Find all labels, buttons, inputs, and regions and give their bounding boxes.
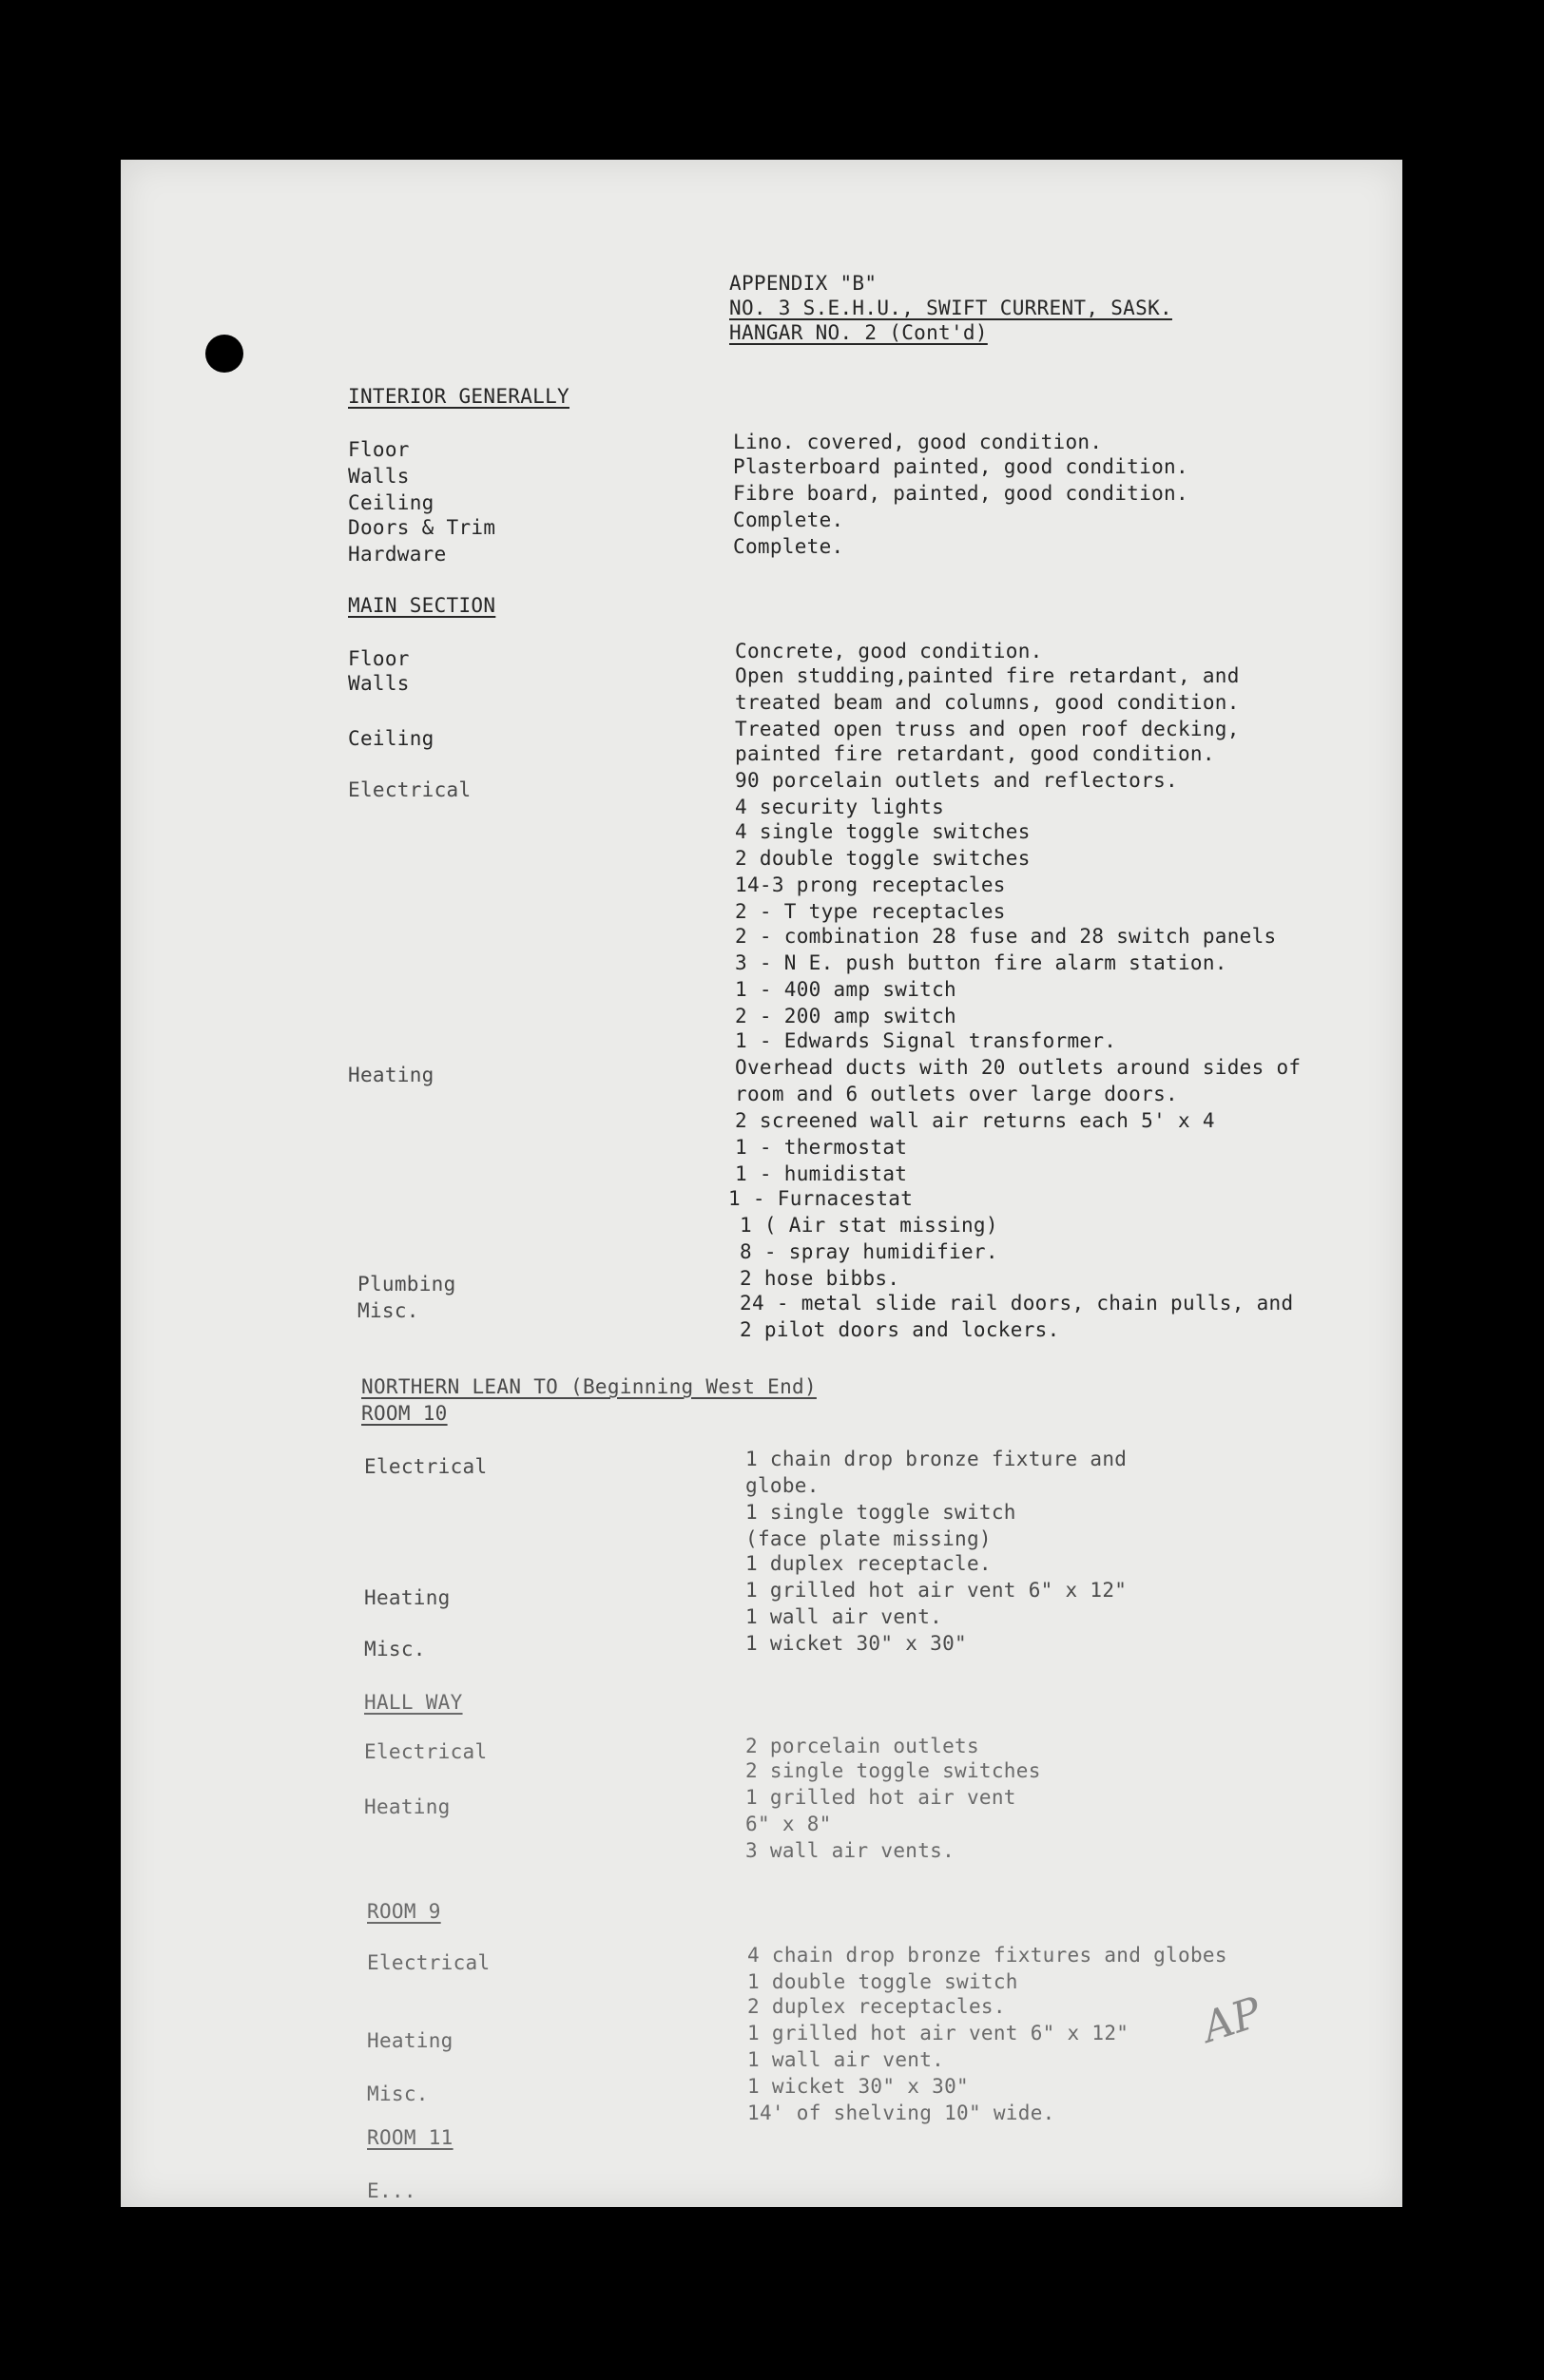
interior-doors-value: Complete. <box>733 509 844 531</box>
electrical-item: 1 - Edwards Signal transformer. <box>735 1029 1117 1052</box>
interior-hardware-label: Hardware <box>348 543 447 566</box>
room9-electrical-label: Electrical <box>367 1951 491 1974</box>
room9-electrical-item: 4 chain drop bronze fixtures and globes <box>747 1944 1227 1967</box>
heating-item: Overhead ducts with 20 outlets around sides of <box>735 1056 1302 1079</box>
interior-hardware-value: Complete. <box>733 535 844 558</box>
room11-first-line: E... <box>367 2179 416 2202</box>
room9-heading: ROOM 9 <box>367 1900 441 1923</box>
electrical-item: 2 double toggle switches <box>735 847 1031 870</box>
hallway-heating-item: 3 wall air vents. <box>745 1839 955 1862</box>
room10-electrical-item: 1 single toggle switch <box>745 1501 1016 1524</box>
heating-item: 8 - spray humidifier. <box>740 1240 998 1263</box>
electrical-item: 4 security lights <box>735 796 945 818</box>
room10-electrical-item: 1 duplex receptacle. <box>745 1552 992 1575</box>
hangar-title: HANGAR NO. 2 (Cont'd) <box>729 321 988 344</box>
main-walls-label: Walls <box>348 672 410 695</box>
room10-heating-item: 1 grilled hot air vent 6" x 12" <box>745 1579 1128 1602</box>
hallway-heating-label: Heating <box>364 1795 451 1818</box>
interior-floor-label: Floor <box>348 438 410 461</box>
room9-electrical-item: 2 duplex receptacles. <box>747 1995 1006 2018</box>
hallway-electrical-item: 2 porcelain outlets <box>745 1735 979 1757</box>
electrical-item: 14-3 prong receptacles <box>735 873 1006 896</box>
electrical-item: 2 - 200 amp switch <box>735 1005 956 1027</box>
interior-doors-label: Doors & Trim <box>348 516 496 539</box>
room10-electrical-item: globe. <box>745 1474 820 1497</box>
main-walls-value-2: treated beam and columns, good condition. <box>735 691 1240 714</box>
main-heating-label: Heating <box>348 1064 434 1086</box>
heating-item: room and 6 outlets over large doors. <box>735 1083 1178 1105</box>
heating-item: 1 - Furnacestat <box>728 1187 914 1210</box>
room9-heating-label: Heating <box>367 2029 454 2052</box>
heating-item: 2 screened wall air returns each 5' x 4 <box>735 1109 1215 1132</box>
electrical-item: 4 single toggle switches <box>735 820 1031 843</box>
room10-misc-label: Misc. <box>364 1638 426 1660</box>
room9-misc-label: Misc. <box>367 2082 429 2105</box>
main-plumbing-label: Plumbing <box>357 1273 456 1296</box>
main-walls-value-1: Open studding,painted fire retardant, and <box>735 664 1240 687</box>
heating-item: 1 - humidistat <box>735 1162 908 1185</box>
hallway-heating-item: 1 grilled hot air vent <box>745 1786 1016 1809</box>
room10-misc-value: 1 wicket 30" x 30" <box>745 1632 967 1655</box>
room9-heating-item: 1 wall air vent. <box>747 2048 945 2071</box>
hallway-electrical-label: Electrical <box>364 1740 488 1763</box>
room10-electrical-item: 1 chain drop bronze fixture and <box>745 1448 1128 1470</box>
electrical-item: 1 - 400 amp switch <box>735 978 956 1001</box>
room9-misc-item: 1 wicket 30" x 30" <box>747 2075 969 2098</box>
unit-location: NO. 3 S.E.H.U., SWIFT CURRENT, SASK. <box>729 297 1172 319</box>
interior-ceiling-value: Fibre board, painted, good condition. <box>733 482 1188 505</box>
room9-heating-item: 1 grilled hot air vent 6" x 12" <box>747 2022 1129 2044</box>
misc-value-1: 24 - metal slide rail doors, chain pulls, and <box>740 1292 1294 1315</box>
room9-electrical-item: 1 double toggle switch <box>747 1970 1018 1993</box>
handwritten-initials: AP <box>1196 1987 1267 2053</box>
room11-heading: ROOM 11 <box>367 2126 454 2149</box>
hallway-heading: HALL WAY <box>364 1691 463 1714</box>
lean-to-heading: NORTHERN LEAN TO (Beginning West End) <box>361 1375 817 1398</box>
room10-electrical-label: Electrical <box>364 1455 488 1478</box>
hallway-electrical-item: 2 single toggle switches <box>745 1759 1041 1782</box>
hallway-heating-item: 6" x 8" <box>745 1813 832 1835</box>
room9-misc-item: 14' of shelving 10" wide. <box>747 2102 1055 2124</box>
electrical-item: 2 - combination 28 fuse and 28 switch panels <box>735 925 1277 948</box>
interior-walls-label: Walls <box>348 465 410 488</box>
main-ceiling-label: Ceiling <box>348 727 434 750</box>
main-electrical-label: Electrical <box>348 778 472 801</box>
main-ceiling-value-2: painted fire retardant, good condition. <box>735 742 1215 765</box>
heating-item: 1 - thermostat <box>735 1136 908 1159</box>
main-floor-label: Floor <box>348 647 410 670</box>
interior-floor-value: Lino. covered, good condition. <box>733 431 1103 453</box>
punch-hole <box>205 335 243 373</box>
main-floor-value: Concrete, good condition. <box>735 640 1043 662</box>
electrical-item: 3 - N E. push button fire alarm station. <box>735 951 1227 974</box>
main-misc-label: Misc. <box>357 1299 419 1322</box>
interior-heading: INTERIOR GENERALLY <box>348 385 569 408</box>
interior-walls-value: Plasterboard painted, good condition. <box>733 455 1188 478</box>
room10-heating-item: 1 wall air vent. <box>745 1605 943 1628</box>
room10-heating-label: Heating <box>364 1586 451 1609</box>
room10-electrical-item: (face plate missing) <box>745 1527 992 1550</box>
plumbing-value: 2 hose bibbs. <box>740 1267 900 1290</box>
room10-heading: ROOM 10 <box>361 1402 448 1425</box>
electrical-item: 2 - T type receptacles <box>735 900 1006 923</box>
document-header <box>729 271 1172 345</box>
electrical-item: 90 porcelain outlets and reflectors. <box>735 769 1178 792</box>
heating-item: 1 ( Air stat missing) <box>740 1214 998 1237</box>
interior-ceiling-label: Ceiling <box>348 491 434 514</box>
appendix-title: APPENDIX "B" <box>729 272 878 295</box>
main-section-heading: MAIN SECTION <box>348 594 496 617</box>
main-ceiling-value-1: Treated open truss and open roof decking, <box>735 718 1240 740</box>
misc-value-2: 2 pilot doors and lockers. <box>740 1318 1060 1341</box>
